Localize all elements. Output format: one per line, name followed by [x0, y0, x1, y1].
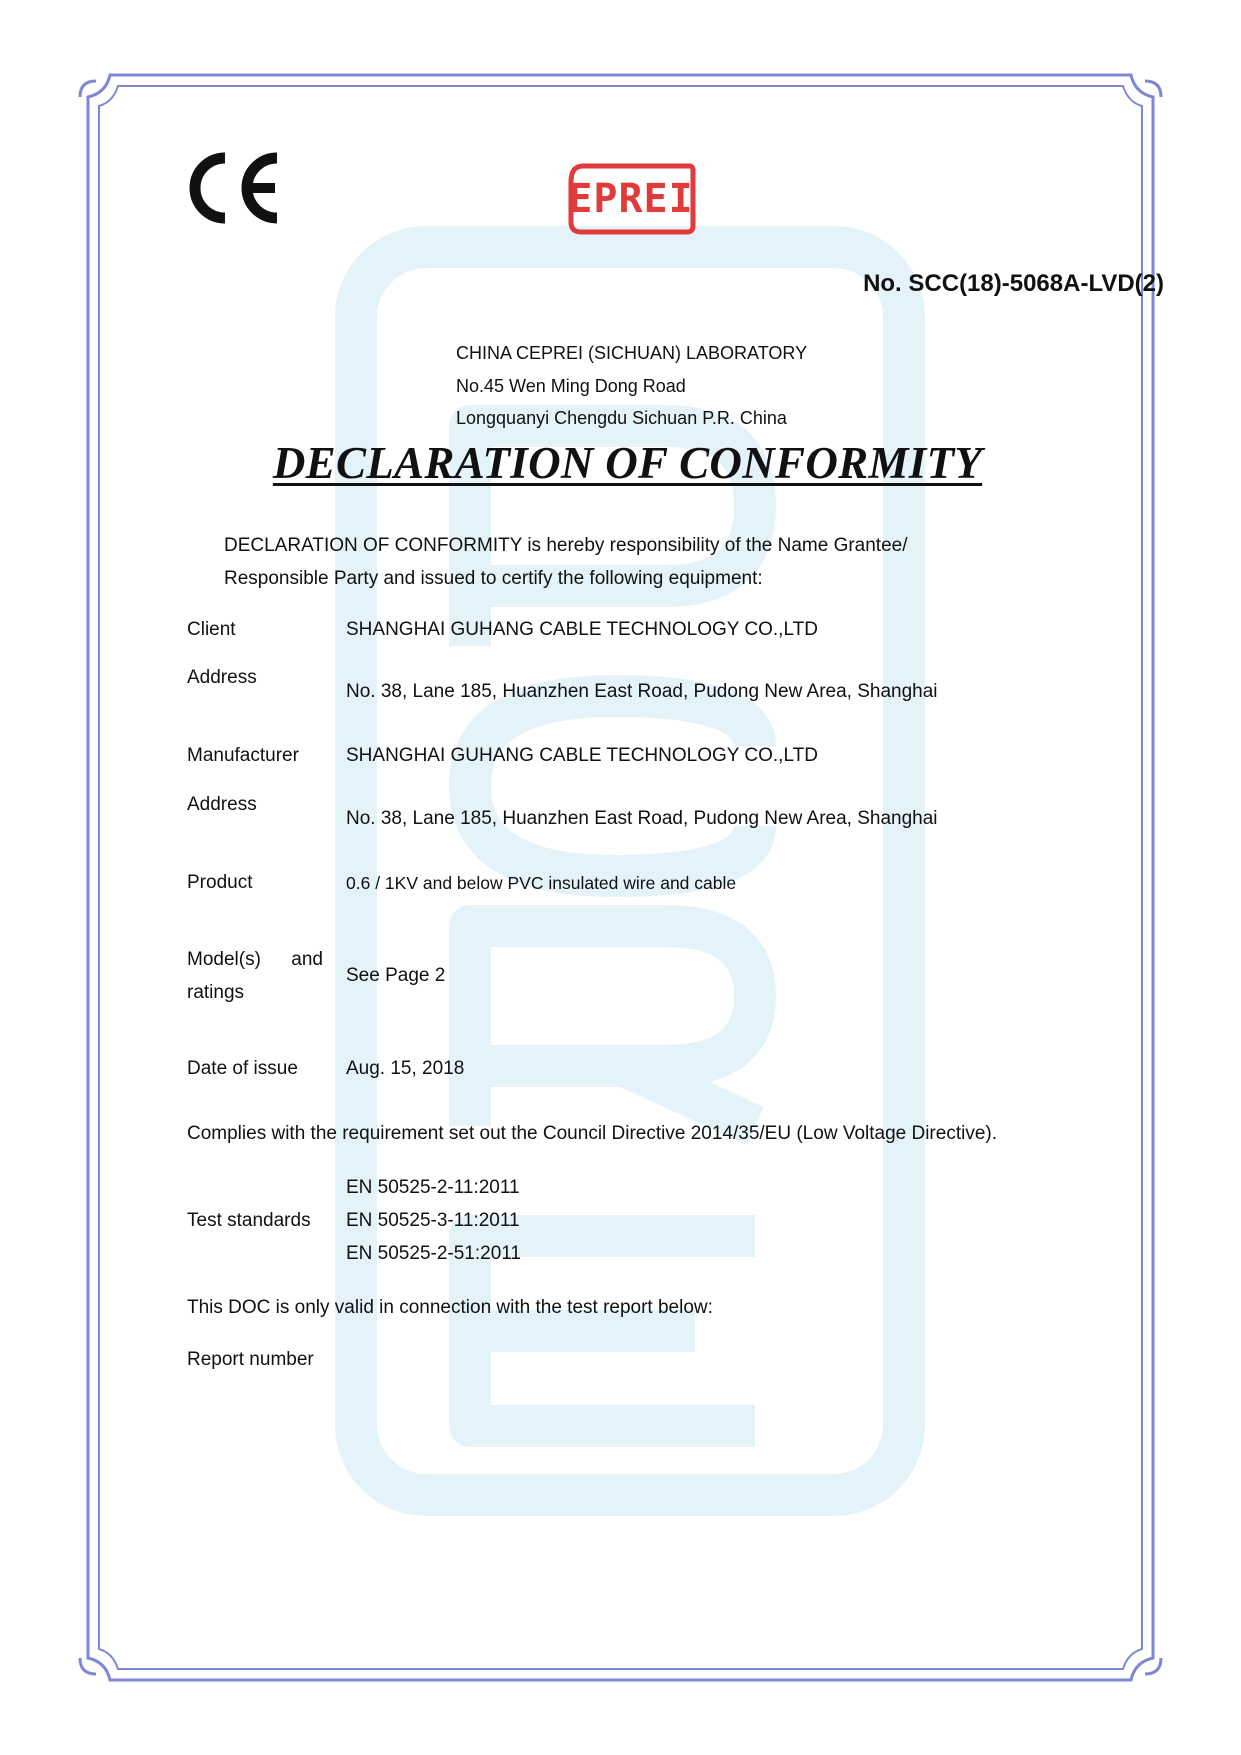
- ce-mark-icon: [185, 150, 285, 226]
- lab-name: CHINA CEPREI (SICHUAN) LABORATORY: [456, 343, 808, 363]
- manufacturer-value: SHANGHAI GUHANG CABLE TECHNOLOGY CO.,LTD: [346, 745, 818, 766]
- logo-text: EPREI: [568, 176, 694, 222]
- lab-address-line2: Longquanyi Chengdu Sichuan P.R. China: [456, 408, 787, 428]
- client-value: SHANGHAI GUHANG CABLE TECHNOLOGY CO.,LTD: [346, 619, 818, 640]
- models-label: [187, 943, 323, 1009]
- models-label-line2: ratings: [187, 982, 245, 1003]
- intro-line2: Responsible Party and issued to certify the following equipment:: [224, 567, 763, 589]
- manufacturer-label: Manufacturer: [187, 745, 299, 766]
- models-label-word1: Model(s): [187, 949, 261, 970]
- product-value: 0.6 / 1KV and below PVC insulated wire and cable: [346, 873, 737, 893]
- product-label: Product: [187, 872, 253, 893]
- manufacturer-address-label: Address: [187, 794, 257, 815]
- client-label: Client: [187, 619, 236, 640]
- compliance-statement: Complies with the requirement set out the Council Directive 2014/35/EU (Low Voltage Directive).: [187, 1123, 997, 1144]
- lab-block: [456, 337, 956, 435]
- intro-paragraph: [224, 530, 1124, 595]
- date-of-issue-value: Aug. 15, 2018: [346, 1058, 465, 1079]
- intro-line1: DECLARATION OF CONFORMITY is hereby responsibility of the Name Grantee/: [224, 535, 908, 556]
- models-value: See Page 2: [346, 965, 446, 986]
- lab-address-line1: No.45 Wen Ming Dong Road: [456, 375, 686, 396]
- ceprei-logo: [565, 162, 697, 236]
- report-number-label: Report number: [187, 1349, 314, 1370]
- date-of-issue-label: Date of issue: [187, 1058, 298, 1079]
- models-label-word2: and: [291, 949, 323, 970]
- certificate-number: No. SCC(18)-5068A-LVD(2): [863, 270, 1164, 297]
- validity-note: This DOC is only valid in connection with the test report below:: [187, 1297, 713, 1318]
- test-standard-item: EN 50525-3-11:2011: [346, 1210, 520, 1231]
- client-address-label: Address: [187, 667, 257, 688]
- test-standard-item: EN 50525-2-51:2011: [346, 1243, 521, 1264]
- test-standards-label: Test standards: [187, 1210, 311, 1231]
- test-standard-item: EN 50525-2-11:2011: [346, 1177, 520, 1198]
- client-address-value: No. 38, Lane 185, Huanzhen East Road, Pudong New Area, Shanghai: [346, 681, 938, 702]
- document-title: DECLARATION OF CONFORMITY: [272, 438, 983, 488]
- manufacturer-address-value: No. 38, Lane 185, Huanzhen East Road, Pudong New Area, Shanghai: [346, 808, 938, 829]
